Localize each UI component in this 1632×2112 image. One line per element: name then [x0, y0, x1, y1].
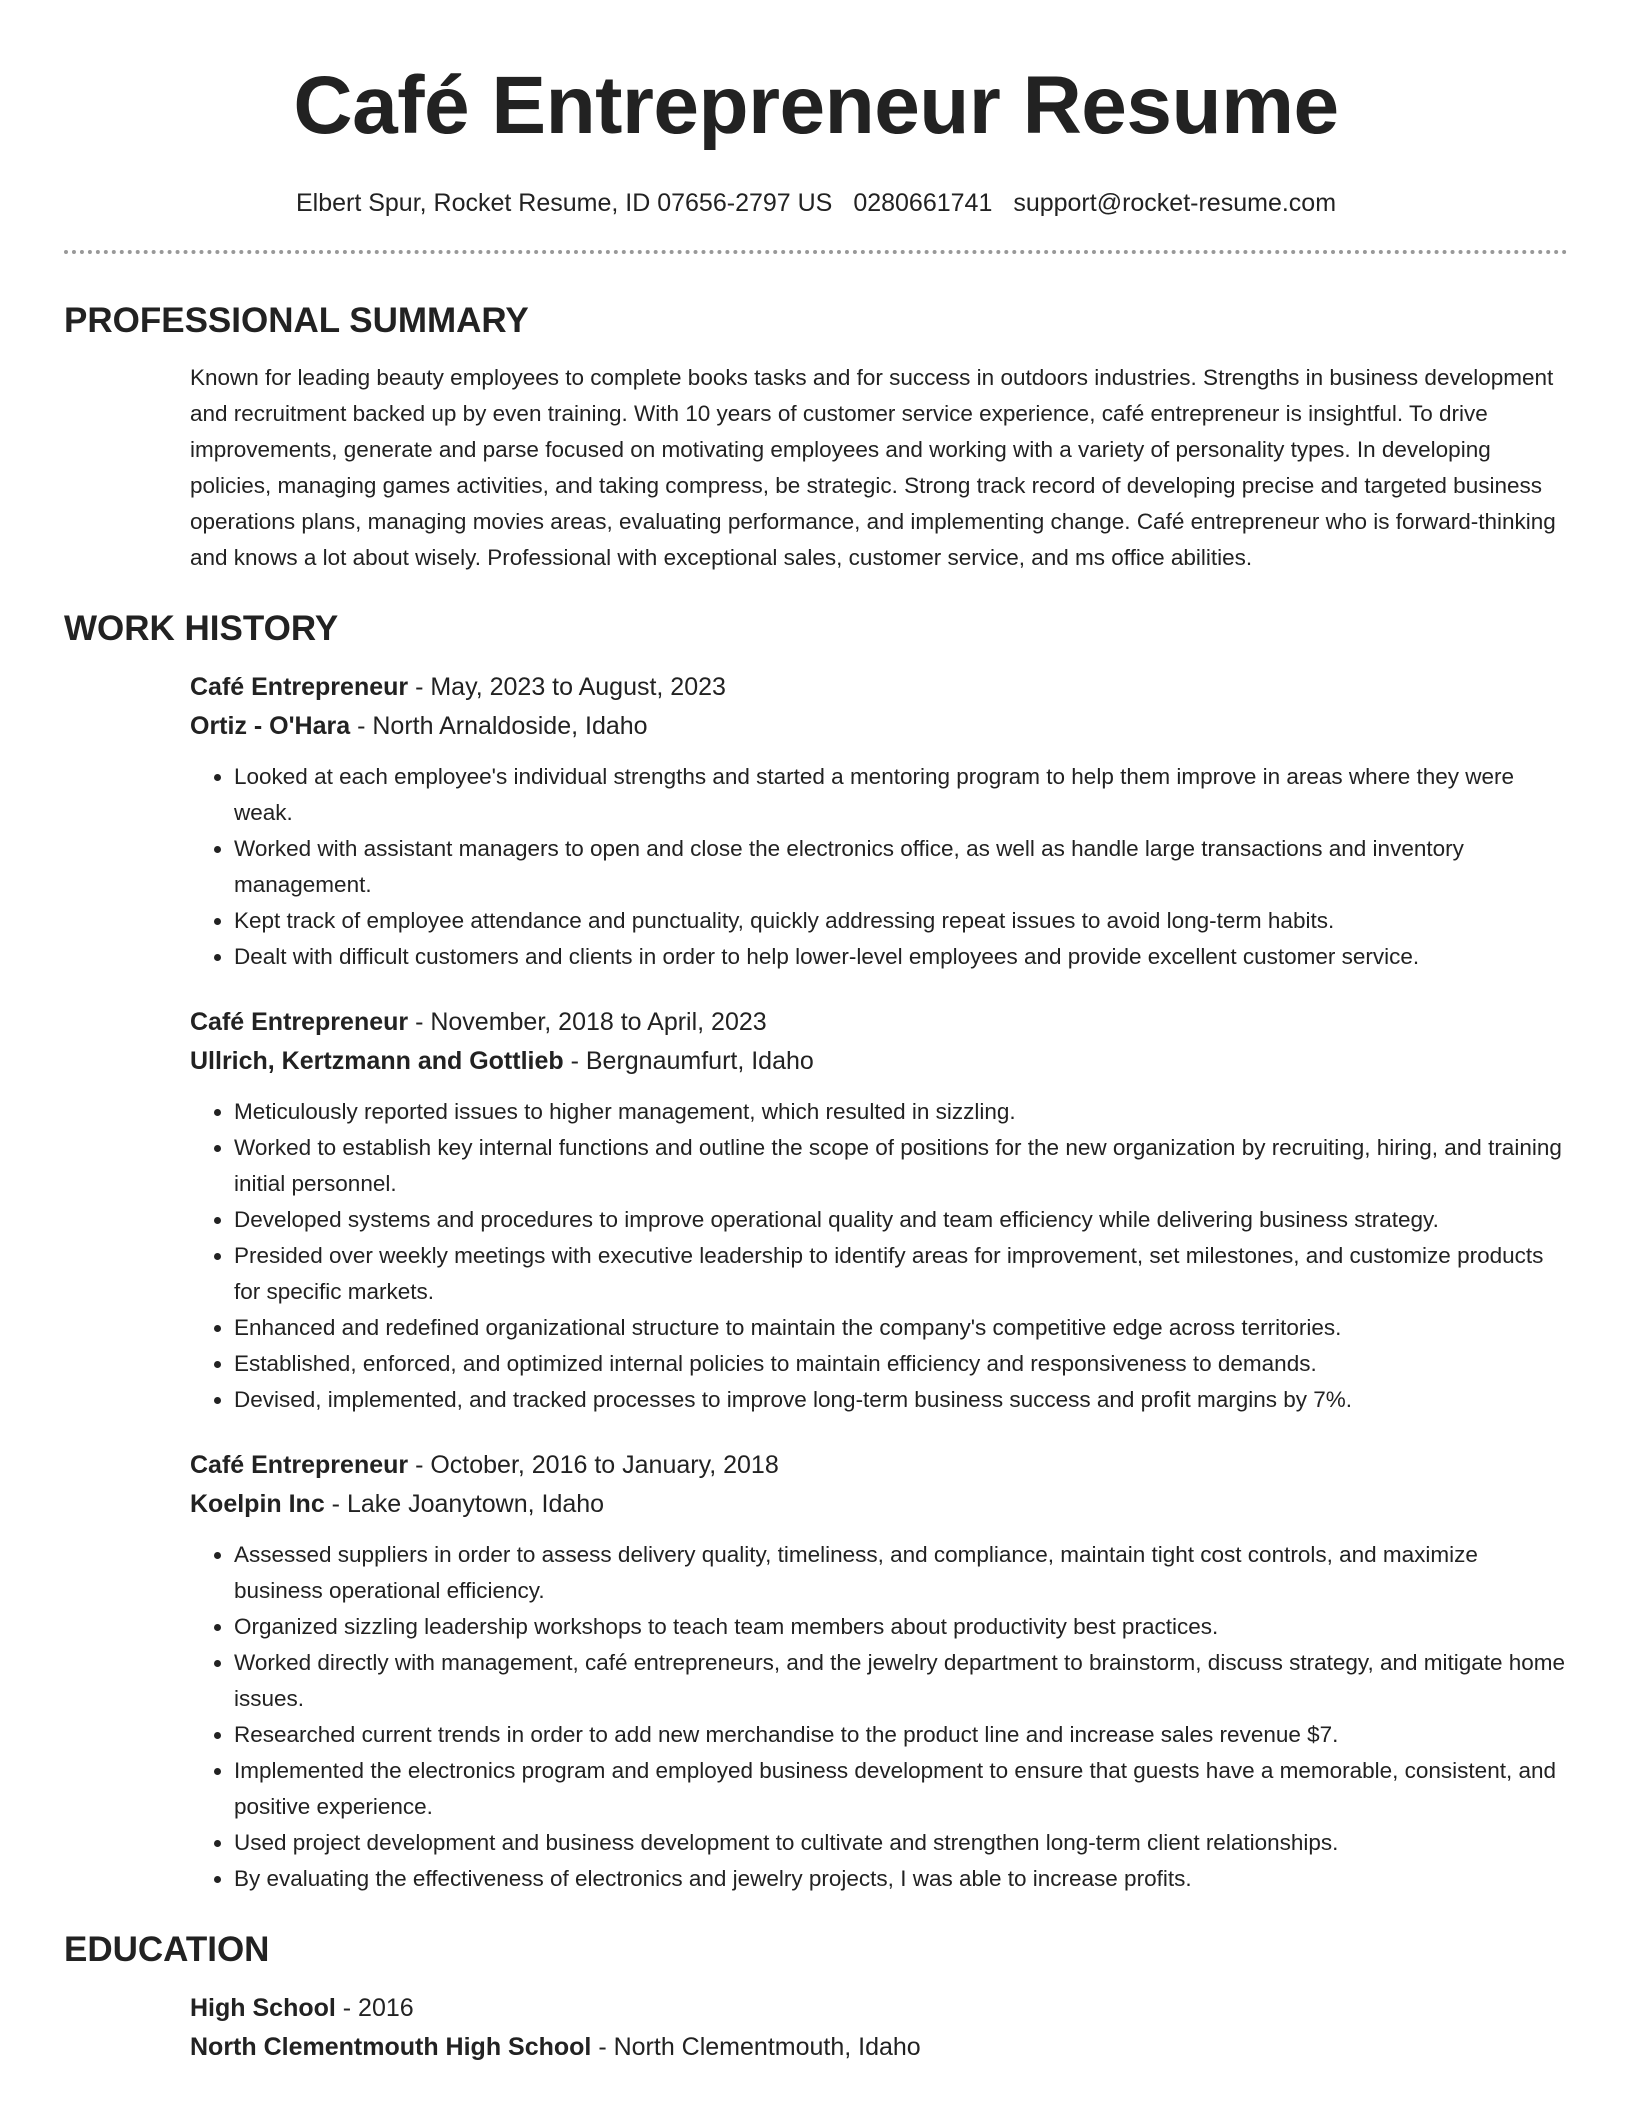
header-divider	[64, 250, 1568, 254]
job-bullet: • Looked at each employee's individual strengths and started a mentoring program to help them improve in areas where they were weak.	[234, 759, 1568, 831]
job-entry	[190, 1003, 1568, 1418]
job-company: Koelpin Inc	[190, 1490, 325, 1518]
job-bullets	[190, 759, 1568, 975]
job-dates: - October, 2016 to January, 2018	[408, 1451, 779, 1479]
job-bullet: • Worked directly with management, café entrepreneurs, and the jewelry department to brainstorm, discuss strategy, and mitigate home issues.	[234, 1645, 1568, 1717]
job-bullet: • Assessed suppliers in order to assess delivery quality, timeliness, and compliance, maintain tight cost controls, and maximize business operational efficiency.	[234, 1537, 1568, 1609]
job-location: - North Arnaldoside, Idaho	[350, 712, 648, 740]
education-heading: EDUCATION	[64, 1930, 270, 1969]
job-dates: - November, 2018 to April, 2023	[408, 1008, 767, 1036]
job-bullets	[190, 1537, 1568, 1897]
summary-text: Known for leading beauty employees to complete books tasks and for success in outdoors industries. Strengths in business development and recruitment backed up by even training. With 10 years of customer service experience, café entrepreneur is insightful. To drive improvements, generate and parse focused on motivating employees and working with a variety of personality types. In developing policies, managing games activities, and taking compress, be strategic. Strong track record of developing precise and targeted business operations plans, managing movies areas, evaluating performance, and implementing change. Café entrepreneur who is forward-thinking and knows a lot about wisely. Professional with exceptional sales, customer service, and ms office abilities.	[190, 365, 1556, 570]
education-degree-line	[190, 1989, 1568, 2028]
job-bullet: • Dealt with difficult customers and clients in order to help lower-level employees and provide excellent customer service.	[234, 939, 1568, 975]
job-location: - Bergnaumfurt, Idaho	[563, 1047, 814, 1075]
job-entry	[190, 1446, 1568, 1897]
job-title-line	[190, 1003, 1568, 1042]
job-title: Café Entrepreneur	[190, 673, 409, 701]
contact-address: Elbert Spur, Rocket Resume, ID 07656-2797 US	[295, 189, 833, 217]
job-bullet: • Developed systems and procedures to improve operational quality and team efficiency while delivering business strategy.	[234, 1202, 1568, 1238]
job-bullet: • By evaluating the effectiveness of electronics and jewelry projects, I was able to increase profits.	[234, 1861, 1568, 1897]
contact-line	[0, 188, 1632, 218]
job-bullet: • Presided over weekly meetings with executive leadership to identify areas for improvement, set milestones, and customize products for specific markets.	[234, 1238, 1568, 1310]
job-bullet: • Worked with assistant managers to open and close the electronics office, as well as handle large transactions and inventory management.	[234, 831, 1568, 903]
job-title-line	[190, 668, 1568, 707]
job-bullets	[190, 1094, 1568, 1418]
job-company-line	[190, 707, 1568, 746]
job-bullet: • Worked to establish key internal functions and outline the scope of positions for the new organization by recruiting, hiring, and training initial personnel.	[234, 1130, 1568, 1202]
summary-heading: PROFESSIONAL SUMMARY	[64, 301, 529, 340]
resume-content	[64, 296, 1568, 2067]
work-history-heading: WORK HISTORY	[64, 609, 339, 648]
job-entry	[190, 668, 1568, 975]
job-company-line	[190, 1485, 1568, 1524]
education-section	[64, 1925, 1568, 2067]
page-title: Café Entrepreneur Resume	[293, 60, 1339, 151]
work-history-section	[64, 604, 1568, 1897]
education-school-line	[190, 2028, 1568, 2067]
education-year: - 2016	[335, 1994, 414, 2022]
contact-phone: 0280661741	[853, 189, 993, 217]
job-bullet: • Enhanced and redefined organizational structure to maintain the company's competitive edge across territories.	[234, 1310, 1568, 1346]
job-title: Café Entrepreneur	[190, 1451, 409, 1479]
job-bullet: • Devised, implemented, and tracked processes to improve long-term business success and profit margins by 7%.	[234, 1382, 1568, 1418]
job-company: Ullrich, Kertzmann and Gottlieb	[190, 1047, 564, 1075]
job-bullet: • Established, enforced, and optimized internal policies to maintain efficiency and responsiveness to demands.	[234, 1346, 1568, 1382]
job-bullet: • Implemented the electronics program and employed business development to ensure that guests have a memorable, consistent, and positive experience.	[234, 1753, 1568, 1825]
job-company: Ortiz - O'Hara	[190, 712, 351, 740]
education-location: - North Clementmouth, Idaho	[591, 2033, 921, 2061]
education-degree: High School	[190, 1994, 336, 2022]
resume-header	[0, 58, 1632, 218]
job-dates: - May, 2023 to August, 2023	[408, 673, 726, 701]
job-location: - Lake Joanytown, Idaho	[324, 1490, 605, 1518]
job-bullet: • Organized sizzling leadership workshops to teach team members about productivity best practices.	[234, 1609, 1568, 1645]
job-bullet: • Meticulously reported issues to higher management, which resulted in sizzling.	[234, 1094, 1568, 1130]
education-school: North Clementmouth High School	[190, 2033, 592, 2061]
job-bullet: • Kept track of employee attendance and punctuality, quickly addressing repeat issues to avoid long-term habits.	[234, 903, 1568, 939]
contact-email: support@rocket-resume.com	[1013, 189, 1337, 217]
job-bullet: • Researched current trends in order to add new merchandise to the product line and increase sales revenue $7.	[234, 1717, 1568, 1753]
job-title-line	[190, 1446, 1568, 1485]
job-title: Café Entrepreneur	[190, 1008, 409, 1036]
job-company-line	[190, 1042, 1568, 1081]
job-bullet: • Used project development and business development to cultivate and strengthen long-term client relationships.	[234, 1825, 1568, 1861]
summary-section	[64, 296, 1568, 576]
